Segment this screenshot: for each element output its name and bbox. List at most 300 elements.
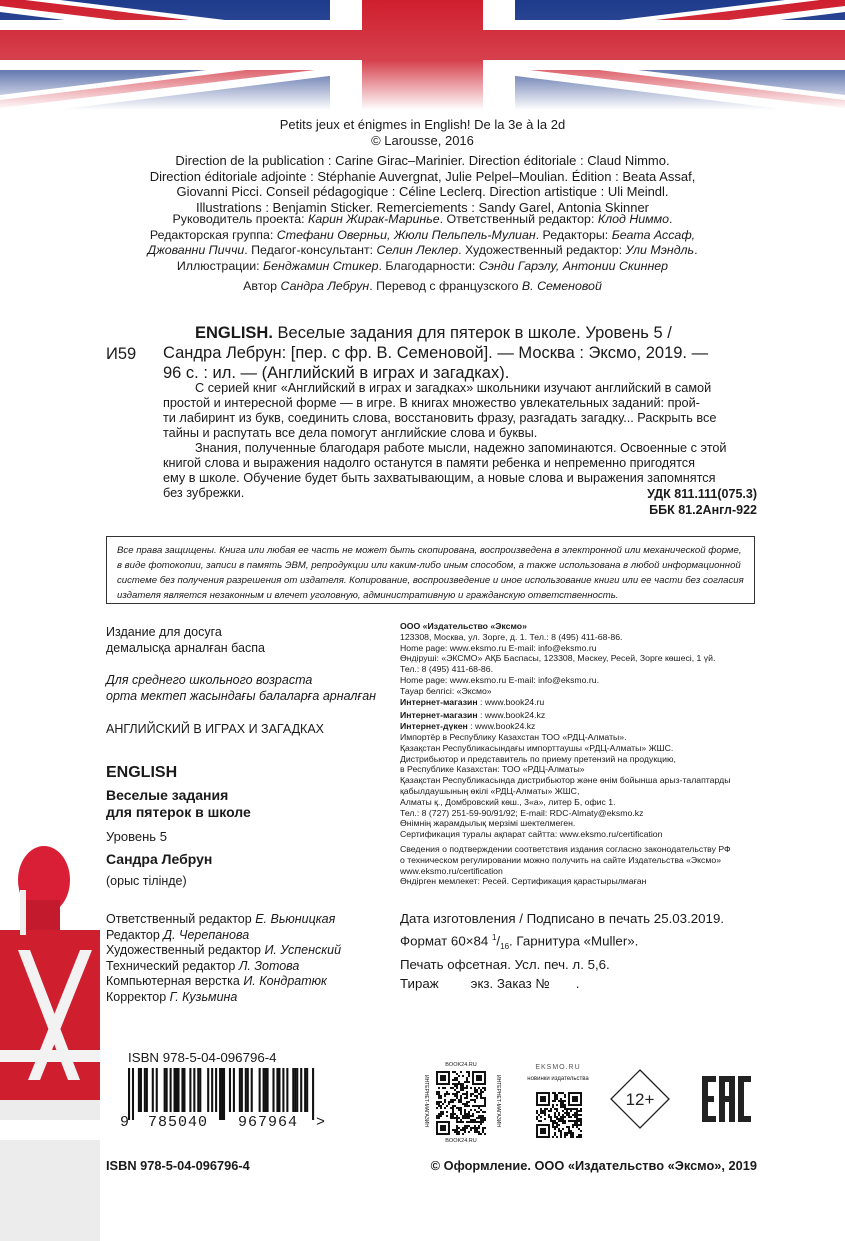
qr-module (552, 1124, 554, 1126)
qr-module (552, 1120, 554, 1122)
qr-module (476, 1089, 478, 1091)
qr-module (570, 1110, 572, 1112)
qr-module (568, 1112, 570, 1114)
qr-module (574, 1114, 576, 1116)
qr-module (468, 1117, 470, 1119)
qr-module (572, 1126, 574, 1128)
shop-line: Интернет-дүкен : www.book24.kz (400, 721, 536, 732)
qr-module (546, 1108, 548, 1110)
qr-module (450, 1101, 452, 1103)
qr-module (458, 1101, 460, 1103)
qr-module (450, 1113, 452, 1115)
barcode-bar (276, 1068, 278, 1112)
qr-module (478, 1105, 480, 1107)
qr-module (462, 1093, 464, 1095)
qr-module (558, 1118, 560, 1120)
qr-module (452, 1079, 454, 1081)
qr-module (568, 1126, 570, 1128)
print-date: Дата изготовления / Подписано в печать 25.03.2019. (400, 911, 725, 926)
eksmo-site-label: EKSMO.RU (535, 1064, 581, 1071)
qr-module (574, 1116, 576, 1118)
qr-module (562, 1116, 564, 1118)
kz-line: Өнімнің жарамдылық мерзімі шектелмеген. (400, 818, 576, 829)
qr-module (444, 1107, 446, 1109)
barcode-bar (239, 1068, 241, 1112)
qr-module (460, 1113, 462, 1115)
qr-module (560, 1118, 562, 1120)
qr-module (560, 1116, 562, 1118)
qr-module (456, 1095, 458, 1097)
qr-module (452, 1101, 454, 1103)
qr-module (568, 1108, 570, 1110)
qr-module (564, 1108, 566, 1110)
qr-module (574, 1120, 576, 1122)
qr-module (452, 1083, 454, 1085)
qr-module (464, 1111, 466, 1113)
qr-module (484, 1087, 486, 1089)
qr-module (440, 1111, 442, 1113)
qr-module (482, 1097, 484, 1099)
barcode-bar (140, 1068, 142, 1112)
qr-module (556, 1116, 558, 1118)
qr-module (556, 1118, 558, 1120)
qr-module (578, 1136, 580, 1138)
qr-module (442, 1087, 444, 1089)
qr-module (540, 1116, 542, 1118)
qr-module (476, 1095, 478, 1097)
book-subtitle-line: для пятерок в школе (106, 804, 251, 820)
french-credit-line: Illustrations : Benjamin Sticker. Remerciements : Sandy Garel, Antonia Skinner (195, 199, 650, 215)
qr-module (538, 1114, 540, 1116)
catalog-code: И59 (106, 345, 137, 363)
qr-module (552, 1104, 554, 1106)
qr-module (454, 1071, 456, 1073)
qr-module (456, 1117, 458, 1119)
qr-module (466, 1081, 468, 1083)
qr-module (558, 1128, 560, 1130)
qr-module (478, 1115, 480, 1117)
qr-module (470, 1129, 472, 1131)
qr-module (560, 1100, 562, 1102)
qr-module (554, 1128, 556, 1130)
qr-module (576, 1122, 578, 1124)
qr-module (562, 1106, 564, 1108)
qr-module (470, 1093, 472, 1095)
qr-module (560, 1098, 562, 1100)
russian-credit-line: Руководитель проекта: Карин Жирак-Маринье. Ответственный редактор: Клод Ниммо. (172, 212, 673, 226)
qr-module (474, 1099, 476, 1101)
qr-module (460, 1111, 462, 1113)
qr-module (458, 1081, 460, 1083)
classification-codes (647, 486, 757, 518)
qr-module (580, 1120, 582, 1122)
qr-module (578, 1114, 580, 1116)
barcode-bar (251, 1068, 253, 1112)
qr-module (440, 1107, 442, 1109)
qr-module (556, 1110, 558, 1112)
udk-code: УДК 811.111(075.3) (647, 487, 757, 501)
barcode-bar (265, 1068, 267, 1112)
qr-module (484, 1133, 486, 1135)
qr-module (456, 1121, 458, 1123)
qr-module (556, 1094, 558, 1096)
qr-module (560, 1092, 562, 1094)
publisher-line: 123308, Москва, ул. Зорге, д. 1. Тел.: 8 (495) 411-68-86. (400, 631, 623, 642)
qr-module (570, 1120, 572, 1122)
qr-module (562, 1128, 564, 1130)
qr-module (484, 1117, 486, 1119)
qr-module (544, 1108, 546, 1110)
qr-module (474, 1091, 476, 1093)
qr-module (460, 1121, 462, 1123)
qr-module (454, 1093, 456, 1095)
qr-module (566, 1110, 568, 1112)
qr-module (576, 1112, 578, 1114)
eksmo-qr-block[interactable] (516, 1062, 600, 1144)
qr-module (448, 1103, 450, 1105)
barcode-first-digit: 9 (120, 1114, 130, 1131)
barcode-bar (207, 1068, 209, 1112)
qr-module (572, 1120, 574, 1122)
print-run: Тираж экз. Заказ № . (400, 975, 580, 991)
barcode-bar (263, 1068, 265, 1112)
qr-module (480, 1097, 482, 1099)
french-credit-line: Giovanni Picci. Conseil pédagogique : Céline Leclerq. Direction artistique : Uli Meindl. (176, 184, 669, 199)
qr-module (438, 1097, 440, 1099)
qr-module (552, 1122, 554, 1124)
barcode-bar (215, 1068, 217, 1112)
qr-module (544, 1110, 546, 1112)
qr-module (438, 1105, 440, 1107)
qr-module (564, 1122, 566, 1124)
qr-module (548, 1110, 550, 1112)
qr-module (440, 1105, 442, 1107)
qr-module (566, 1112, 568, 1114)
qr-module (578, 1110, 580, 1112)
qr-module (460, 1085, 462, 1087)
barcode-bar (221, 1068, 223, 1120)
qr-module (560, 1130, 562, 1132)
barcode-bar (189, 1068, 191, 1112)
qr-module (460, 1097, 462, 1099)
book24-side-label: ИНТЕРНЕТ-МАГАЗИН (495, 1075, 501, 1127)
qr-module (456, 1079, 458, 1081)
publisher-line: Тауар белгісі: «Эксмо» (400, 685, 492, 696)
qr-module (474, 1127, 476, 1129)
barcode-bar (241, 1068, 243, 1112)
qr-module (536, 1110, 538, 1112)
qr-module (460, 1087, 462, 1089)
bibliographic-entry (163, 323, 763, 383)
publisher-info (400, 621, 780, 887)
qr-module (438, 1087, 440, 1089)
qr-module (580, 1134, 582, 1136)
qr-module (454, 1079, 456, 1081)
qr-module (476, 1131, 478, 1133)
footer-isbn: ISBN 978-5-04-096796-4 (106, 1158, 250, 1173)
qr-module (462, 1087, 464, 1089)
qr-module (438, 1101, 440, 1103)
qr-module (472, 1127, 474, 1129)
barcode-bar (156, 1068, 158, 1112)
qr-module (482, 1115, 484, 1117)
qr-module (438, 1093, 440, 1095)
qr-module (436, 1103, 438, 1105)
barcode-bar (138, 1068, 140, 1112)
cert-line: о техническом регулировании можно получить на сайте Издательства «Эксмо» (400, 854, 722, 865)
eksmo-qr-code[interactable] (536, 1092, 582, 1138)
qr-module (556, 1122, 558, 1124)
qr-module (456, 1091, 458, 1093)
qr-module (558, 1112, 560, 1114)
barcode-arrow: > (316, 1114, 326, 1131)
print-type: Печать офсетная. Усл. печ. л. 5,6. (400, 957, 610, 973)
french-credits (0, 153, 845, 215)
qr-module (554, 1122, 556, 1124)
barcode-bar (306, 1068, 308, 1112)
qr-module (458, 1083, 460, 1085)
barcode-bar (175, 1068, 177, 1112)
qr-module (464, 1127, 466, 1129)
qr-module (484, 1097, 486, 1099)
qr-module (484, 1089, 486, 1091)
qr-module (454, 1105, 456, 1107)
qr-module (466, 1113, 468, 1115)
qr-module (468, 1101, 470, 1103)
qr-module (470, 1109, 472, 1111)
qr-module (554, 1114, 556, 1116)
barcode-bar (199, 1068, 201, 1112)
qr-module (484, 1099, 486, 1101)
rights-notice-box (106, 536, 755, 604)
qr-module (446, 1093, 448, 1095)
qr-module (458, 1117, 460, 1119)
qr-module (450, 1099, 452, 1101)
qr-module (580, 1108, 582, 1110)
qr-module (466, 1079, 468, 1081)
qr-module (564, 1134, 566, 1136)
qr-module (580, 1136, 582, 1138)
qr-module (574, 1122, 576, 1124)
book24-bottom-label: BOOK24.RU (445, 1138, 477, 1144)
kz-line: қабылдаушының өкілі «РДЦ-Алматы» ЖШС, (400, 785, 580, 796)
qr-module (478, 1131, 480, 1133)
rights-line: системе без получения разрешения от издателя. Копирование, воспроизведение и иное использование книги или ее части без согласия (117, 575, 744, 586)
qr-module (484, 1101, 486, 1103)
qr-module (450, 1107, 452, 1109)
qr-module (566, 1132, 568, 1134)
barcode-bar (197, 1068, 199, 1112)
qr-module (468, 1105, 470, 1107)
qr-module (474, 1105, 476, 1107)
staff-credits (106, 912, 341, 1005)
eksmo-caption: новинки издательства (527, 1076, 589, 1082)
union-jack-banner (0, 0, 845, 110)
qr-module (564, 1104, 566, 1106)
qr-module (474, 1095, 476, 1097)
qr-module (566, 1126, 568, 1128)
french-original-title (0, 117, 845, 148)
qr-module (458, 1075, 460, 1077)
qr-module (476, 1111, 478, 1113)
qr-module (566, 1134, 568, 1136)
qr-module (480, 1121, 482, 1123)
language-note: (орыс тілінде) (106, 874, 187, 888)
qr-module (468, 1075, 470, 1077)
qr-module (460, 1107, 462, 1109)
qr-module (558, 1092, 560, 1094)
qr-module (552, 1100, 554, 1102)
qr-module (540, 1120, 542, 1122)
qr-module (456, 1119, 458, 1121)
qr-module (438, 1115, 440, 1117)
qr-module (554, 1126, 556, 1128)
qr-module (438, 1117, 440, 1119)
qr-module (578, 1120, 580, 1122)
qr-module (564, 1096, 566, 1098)
qr-module (562, 1104, 564, 1106)
staff-line: Ответственный редактор Е. Вьюницкая (106, 912, 336, 926)
qr-module (474, 1087, 476, 1089)
kz-line: Алматы қ., Домбровский көш., 3«а», литер Б, офис 1. (400, 796, 616, 807)
qr-module (564, 1106, 566, 1108)
barcode-bar (272, 1068, 274, 1112)
qr-module (562, 1120, 564, 1122)
qr-module (480, 1095, 482, 1097)
qr-module (456, 1115, 458, 1117)
barcode-bar (193, 1068, 195, 1112)
qr-module (456, 1087, 458, 1089)
qr-module (580, 1114, 582, 1116)
book-subtitle (106, 787, 251, 821)
qr-module (472, 1093, 474, 1095)
qr-module (570, 1136, 572, 1138)
rights-line: в виде фотокопии, записи в память ЭВМ, репродукции или каким-либо иным способом, а также использована в любой информационной (117, 560, 741, 571)
qr-module (538, 1120, 540, 1122)
qr-module (572, 1134, 574, 1136)
barcode-group-left: 785040 (147, 1114, 208, 1131)
qr-module (464, 1097, 466, 1099)
book24-qr-block[interactable] (418, 1062, 504, 1144)
staff-line: Компьютерная верстка И. Кондратюк (106, 974, 327, 988)
qr-module (468, 1115, 470, 1117)
qr-module (574, 1112, 576, 1114)
qr-module (480, 1117, 482, 1119)
qr-module (540, 1110, 542, 1112)
barcode-bar (300, 1068, 302, 1112)
barcode-bar (183, 1068, 185, 1112)
rights-line: Все права защищены. Книга или любая ее часть не может быть скопирована, воспроизведена в электронной или механической форме, (117, 545, 742, 556)
qr-module (440, 1097, 442, 1099)
barcode-isbn: ISBN 978-5-04-096796-4 (128, 1050, 277, 1065)
qr-module (456, 1131, 458, 1133)
annotation-line: Знания, полученные благодаря работе мысли, надежно запоминаются. Освоенные с этой (195, 441, 727, 455)
qr-module (446, 1091, 448, 1093)
age-rating-text: 12+ (625, 1090, 655, 1109)
qr-module (474, 1101, 476, 1103)
print-format: Формат 60×84 $^1/_{16}$. Гарнитура «Muller». (400, 932, 639, 951)
qr-module (550, 1108, 552, 1110)
qr-module (554, 1094, 556, 1096)
barcode-bar (144, 1068, 146, 1112)
qr-module (478, 1133, 480, 1135)
qr-module (456, 1133, 458, 1135)
french-title-line: Petits jeux et énigmes in English! De la 3e à la 2d (279, 117, 566, 132)
qr-module (468, 1125, 470, 1127)
qr-module (578, 1128, 580, 1130)
annotation (163, 381, 758, 501)
qr-module (454, 1083, 456, 1085)
book-author: Сандра Лебрун (106, 851, 213, 867)
qr-module (564, 1094, 566, 1096)
qr-module (554, 1132, 556, 1134)
kz-line: в Республике Казахстан: ТОО «РДЦ-Алматы» (400, 764, 585, 775)
qr-module (482, 1127, 484, 1129)
qr-module (454, 1129, 456, 1131)
qr-module (452, 1115, 454, 1117)
qr-module (484, 1111, 486, 1113)
qr-module (478, 1093, 480, 1095)
french-copyright: © Larousse, 2016 (371, 132, 474, 148)
barcode-bar (152, 1068, 154, 1112)
footer-copyright: © Оформление. ООО «Издательство «Эксмо», 2019 (430, 1158, 757, 1173)
age-group-kz: орта мектеп жасындағы балаларға арналған (106, 689, 377, 703)
series-name: АНГЛИЙСКИЙ В ИГРАХ И ЗАГАДКАХ (106, 722, 325, 736)
qr-module (560, 1134, 562, 1136)
annotation-line: книгой слова и выражения надолго останутся в памяти ребенка и непременно пригодятся (163, 456, 695, 470)
qr-module (536, 1118, 538, 1120)
qr-module (560, 1106, 562, 1108)
qr-module (558, 1130, 560, 1132)
qr-module (474, 1131, 476, 1133)
qr-module (466, 1097, 468, 1099)
qr-module (452, 1071, 454, 1073)
qr-module (438, 1095, 440, 1097)
qr-module (460, 1129, 462, 1131)
qr-module (462, 1083, 464, 1085)
book24-qr-code[interactable] (436, 1071, 486, 1135)
qr-module (472, 1119, 474, 1121)
qr-module (476, 1105, 478, 1107)
russian-credit-line: Иллюстрации: Бенджамин Стикер. Благодарности: Сэнди Гарэлу, Антонии Скиннер (176, 258, 669, 273)
qr-module (448, 1093, 450, 1095)
qr-module (450, 1115, 452, 1117)
qr-module (456, 1125, 458, 1127)
qr-module (550, 1116, 552, 1118)
edition-type-kz: демалысқа арналған баспа (106, 641, 265, 655)
qr-module (556, 1104, 558, 1106)
qr-module (464, 1105, 466, 1107)
qr-module (436, 1115, 438, 1117)
qr-module (576, 1108, 578, 1110)
qr-module (464, 1113, 466, 1115)
qr-module (466, 1105, 468, 1107)
qr-module (570, 1132, 572, 1134)
qr-module (484, 1103, 486, 1105)
qr-module (578, 1134, 580, 1136)
qr-module (556, 1108, 558, 1110)
qr-module (454, 1089, 456, 1091)
qr-module (558, 1120, 560, 1122)
barcode-bar (233, 1068, 235, 1112)
print-specs (400, 910, 724, 993)
shop-line: Интернет-магазин : www.book24.ru (400, 696, 545, 707)
qr-module (560, 1132, 562, 1134)
qr-module (572, 1124, 574, 1126)
age-rating-badge (609, 1068, 671, 1130)
qr-module (560, 1120, 562, 1122)
qr-module (568, 1120, 570, 1122)
